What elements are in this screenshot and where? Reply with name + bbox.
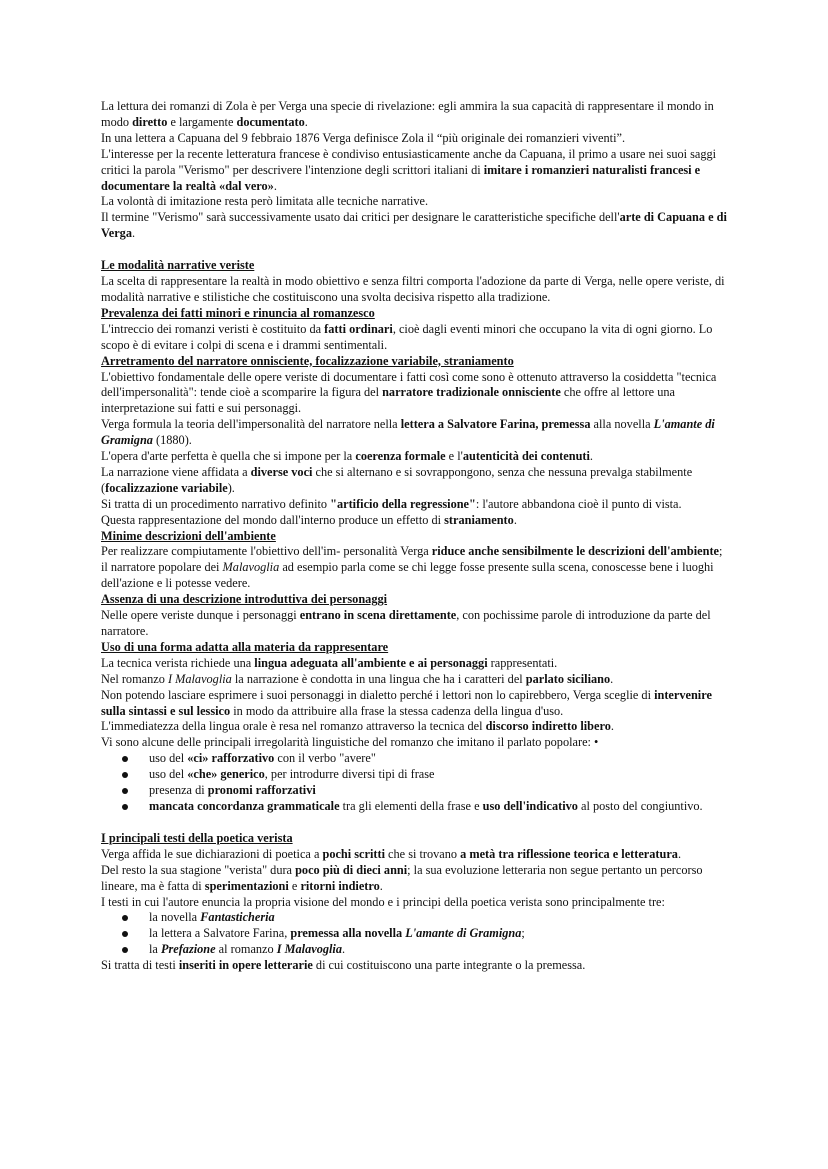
bullet-list [101,910,732,958]
list-item: uso del «che» generico, per introdurre diversi tipi di frase [149,767,732,783]
paragraph: Verga formula la teoria dell'impersonalità del narratore nella lettera a Salvatore Farina, premessa alla novella L'amante di Gramigna (1880). [101,417,715,448]
paragraph: L'intreccio dei romanzi veristi è costituito da fatti ordinari, cioè dagli eventi minori che occupano la vita di ogni giorno. Lo scopo è di evitare i colpi di scena e i drammi sentimentali. [101,321,713,352]
paragraph: Vi sono alcune delle principali irregolarità linguistiche del romanzo che imitano il parlato popolare: • [101,735,599,750]
section-heading: Assenza di una descrizione introduttiva dei personaggi [101,592,388,607]
testi-section [101,831,732,974]
list-item: la novella Fantasticheria [149,910,732,926]
paragraph: L'immediatezza della lingua orale è resa nel romanzo attraverso la tecnica del discorso indiretto libero. [101,719,614,734]
paragraph: I testi in cui l'autore enuncia la propria visione del mondo e i principi della poetica verista sono principalmente tre: [101,894,665,909]
paragraph: Non potendo lasciare esprimere i suoi personaggi in dialetto perché i lettori non lo capirebbero, Verga sceglie di intervenire sulla sintassi e sul lessico in modo da attribuire alla frase la stessa cadenza della lingua d'uso. [101,687,712,718]
paragraph: La volontà di imitazione resta però limitata alle tecniche narrative. [101,194,429,209]
section-heading: Minime descrizioni dell'ambiente [101,528,276,543]
list-item: mancata concordanza grammaticale tra gli elementi della frase e uso dell'indicativo al posto del congiuntivo. [149,799,732,815]
paragraph: Questa rappresentazione del mondo dall'interno produce un effetto di straniamento. [101,512,517,527]
paragraph: Si tratta di un procedimento narrativo definito "artificio della regressione": l'autore abbandona cioè il punto di vista. [101,496,682,511]
list-item: uso del «ci» rafforzativo con il verbo "avere" [149,751,732,767]
list-item: la lettera a Salvatore Farina, premessa alla novella L'amante di Gramigna; [149,926,732,942]
paragraph: L'interesse per la recente letteratura francese è condiviso entusiasticamente anche da Capuana, il primo a usare nei suoi saggi critici la parola "Verismo" per descrivere l'intenzione degli scrittori italiani di imitare i romanzieri naturalisti francesi e documentare la realtà «dal vero». [101,146,717,193]
paragraph: La scelta di rappresentare la realtà in modo obiettivo e senza filtri comporta l'adozione da parte di Verga, nelle opere veriste, di modalità narrative e stilistiche che costituiscono una svolta decisiva rispetto alla tradizione. [101,274,725,304]
paragraph: Nelle opere veriste dunque i personaggi entrano in scena direttamente, con pochissime parole di introduzione da parte del narratore. [101,608,711,638]
intro-section [101,99,732,242]
arretramento-section [101,354,732,529]
list-item: presenza di pronomi rafforzativi [149,783,732,799]
uso-section [101,640,732,815]
paragraph: L'obiettivo fondamentale delle opere veriste di documentare i fatti così come sono è ottenuto attraverso la cosiddetta "tecnica dell'impersonalità": tende cioè a scomparire la figura del narratore tradizionale onnisciente che offre al lettore una interpretazione sui fatti e sui personaggi. [101,369,717,416]
paragraph: In una lettera a Capuana del 9 febbraio 1876 Verga definisce Zola il “più originale dei romanzieri viventi”. [101,130,626,145]
section-heading: I principali testi della poetica verista [101,830,293,845]
section-heading: Prevalenza dei fatti minori e rinuncia al romanzesco [101,305,375,320]
paragraph: Del resto la sua stagione "verista" dura poco più di dieci anni; la sua evoluzione letteraria non segue pertanto un percorso lineare, ma è fatta di sperimentazioni e ritorni indietro. [101,862,703,893]
assenza-section [101,592,732,640]
section-heading: Arretramento del narratore onnisciente, focalizzazione variabile, straniamento [101,353,514,368]
paragraph: Verga affida le sue dichiarazioni di poetica a pochi scritti che si trovano a metà tra riflessione teorica e letteratura. [101,846,682,861]
section-heading: Uso di una forma adatta alla materia da rappresentare [101,639,389,654]
paragraph: La narrazione viene affidata a diverse voci che si alternano e si sovrappongono, senza che nessuna prevalga stabilmente (focalizzazione variabile). [101,464,693,495]
paragraph: La lettura dei romanzi di Zola è per Verga una specie di rivelazione: egli ammira la sua capacità di rappresentare il mondo in modo diretto e largamente documentato. [101,99,714,129]
spacer [101,242,732,258]
modalita-section [101,258,732,306]
paragraph: Per realizzare compiutamente l'obiettivo dell'im- personalità Verga riduce anche sensibilmente le descrizioni dell'ambiente; il narratore popolare dei Malavoglia ad esempio parla come se chi legge fosse presente sulla scena, conoscesse bene i luoghi dell'azione e li potesse vedere. [101,544,723,591]
paragraph: Si tratta di testi inseriti in opere letterarie di cui costituiscono una parte integrante o la premessa. [101,958,586,973]
paragraph: La tecnica verista richiede una lingua adeguata all'ambiente e ai personaggi rappresentati. [101,655,558,670]
spacer [101,815,732,831]
paragraph: Nel romanzo I Malavoglia la narrazione è condotta in una lingua che ha i caratteri del parlato siciliano. [101,671,614,686]
prevalenza-section [101,306,732,354]
bullet-list [101,751,732,815]
paragraph: Il termine "Verismo" sarà successivamente usato dai critici per designare le caratteristiche specifiche dell'arte di Capuana e di Verga. [101,210,727,241]
minime-section [101,529,732,593]
section-heading: Le modalità narrative veriste [101,258,255,273]
list-item: la Prefazione al romanzo I Malavoglia. [149,942,732,958]
paragraph: L'opera d'arte perfetta è quella che si impone per la coerenza formale e l'autenticità dei contenuti. [101,449,593,464]
